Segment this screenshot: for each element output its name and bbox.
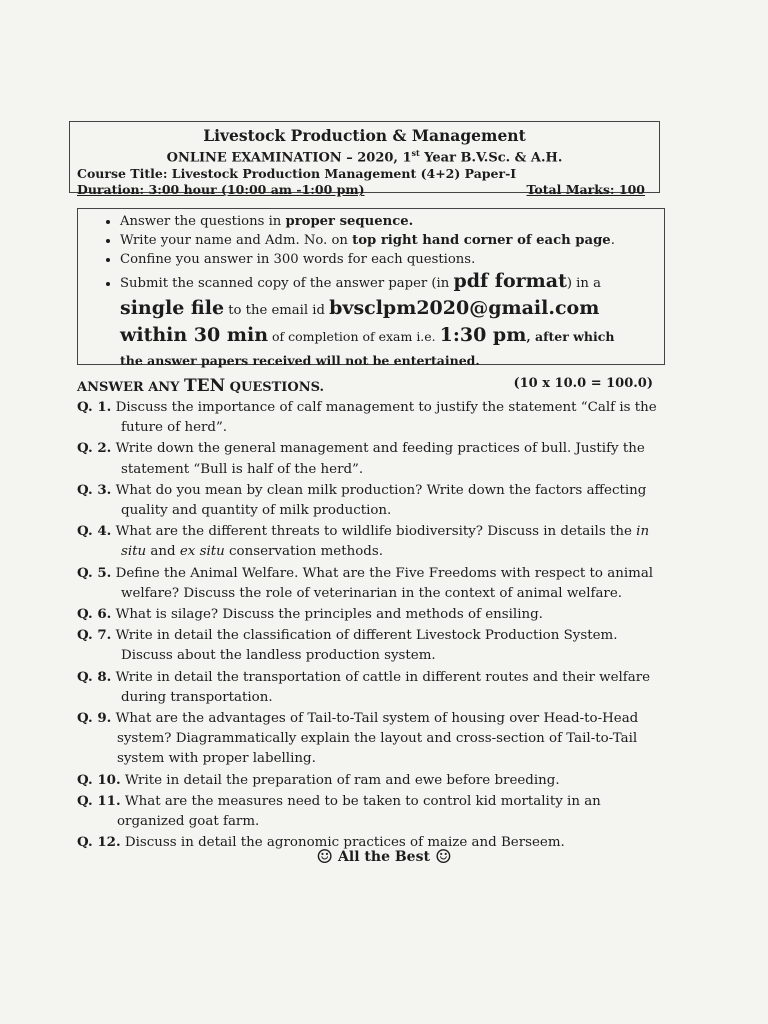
course-title: Course Title: Livestock Production Management (4+2) Paper-I — [77, 166, 517, 182]
duration-row — [70, 182, 659, 198]
smiley-icon: ☺ — [434, 846, 452, 868]
instructions-box — [77, 208, 665, 368]
question-5: Q. 5. Define the Animal Welfare. What are the Five Freedoms with respect to animal welfare? Discuss the role of veterinarian in the context of animal welfare. — [77, 564, 654, 601]
exam-name: ONLINE EXAMINATION – 2020, 1st Year B.V.Sc. & A.H. — [166, 148, 563, 166]
instruction-item: • Confine you answer in 300 words for each questions. — [120, 250, 656, 269]
instruction-item: • Submit the scanned copy of the answer paper (in pdf format) in a single file to the email id bvsclpm2020@gmail.com within 30 min of completion of exam i.e. 1:30 pm, after which the answer papers received will not be entertained. — [120, 269, 656, 374]
footer-greeting — [0, 846, 768, 868]
footer-text: All the Best — [333, 849, 435, 865]
instruction-item: • Write your name and Adm. No. on top right hand corner of each page. — [120, 231, 656, 250]
question-12: Q. 12. Discuss in detail the agronomic practices of maize and Berseem. — [77, 834, 565, 851]
question-2: Q. 2. Write down the general management and feeding practices of bull. Justify the statement “Bull is half of the herd”. — [77, 440, 645, 477]
answer-heading: ANSWER ANY TEN QUESTIONS. (10 x 10.0 = 100.0) — [77, 376, 653, 396]
email-address: bvsclpm2020@gmail.com — [329, 297, 600, 319]
duration: Duration: 3:00 hour (10:00 am -1:00 pm) — [77, 182, 365, 198]
instruction-item: • Answer the questions in proper sequence. — [120, 212, 656, 231]
question-3: Q. 3. What do you mean by clean milk production? Write down the factors affecting quality and quantity of milk production. — [77, 481, 647, 519]
exam-header-box — [69, 121, 660, 198]
total-marks: Total Marks: 100 — [526, 182, 645, 198]
question-6: Q. 6. What is silage? Discuss the principles and methods of ensiling. — [77, 606, 543, 623]
marks-distribution: (10 x 10.0 = 100.0) — [513, 376, 653, 391]
question-10: Q. 10. Write in detail the preparation of ram and ewe before breeding. — [77, 771, 560, 788]
question-4: Q. 4. What are the different threats to wildlife biodiversity? Discuss in details the in situ and ex situ conservation methods. — [77, 523, 650, 560]
exam-title: Livestock Production & Management — [203, 126, 526, 145]
question-11: Q. 11. What are the measures need to be taken to control kid mortality in an organized goat farm. — [77, 792, 601, 830]
instructions-list — [100, 212, 656, 374]
smiley-icon: ☺ — [316, 846, 334, 868]
question-8: Q. 8. Write in detail the transportation of cattle in different routes and their welfare during transportation. — [77, 668, 651, 705]
question-1: Q. 1. Discuss the importance of calf management to justify the statement “Calf is the future of herd”. — [77, 399, 657, 436]
question-7: Q. 7. Write in detail the classification of different Livestock Production System. Discuss about the landless production system. — [77, 627, 618, 664]
question-9: Q. 9. What are the advantages of Tail-to-Tail system of housing over Head-to-Head system? Diagrammatically explain the layout and cross-section of Tail-to-Tail system with proper labelling. — [77, 710, 639, 767]
questions-list — [77, 397, 697, 853]
